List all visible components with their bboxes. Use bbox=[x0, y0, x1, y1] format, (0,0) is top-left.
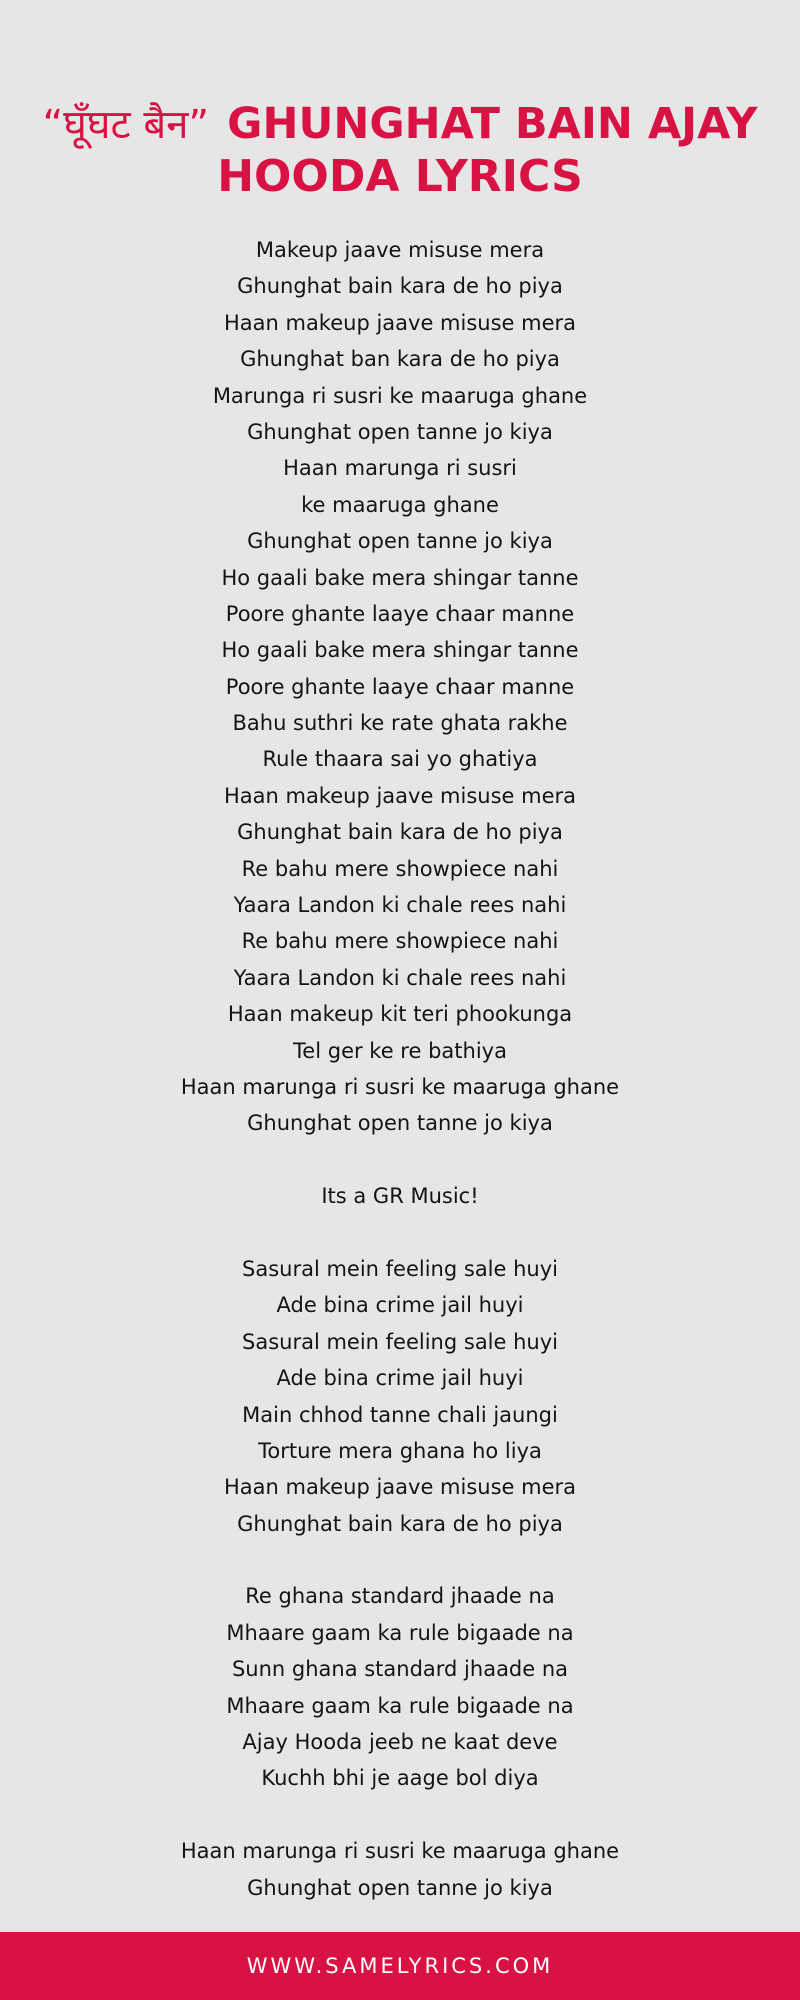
title-line-2: HOODA LYRICS bbox=[217, 151, 583, 202]
lyric-line: Ade bina crime jail huyi bbox=[276, 1293, 524, 1318]
lyric-line: Haan makeup jaave misuse mera bbox=[223, 310, 577, 335]
hindi-title: “घूँघट बैन” bbox=[42, 102, 210, 148]
stanza-break bbox=[0, 1542, 800, 1578]
lyric-line: Marunga ri susri ke maaruga ghane bbox=[212, 383, 588, 408]
lyric-line: Re bahu mere showpiece nahi bbox=[241, 929, 559, 954]
lyric-line: Tel ger ke re bathiya bbox=[293, 1038, 507, 1063]
lyric-line: Haan marunga ri susri ke maaruga ghane bbox=[180, 1839, 620, 1864]
lyric-line: Haan makeup jaave misuse mera bbox=[223, 783, 577, 808]
lyric-line: Bahu suthri ke rate ghata rakhe bbox=[232, 711, 568, 736]
lyric-line: Ghunghat bain kara de ho piya bbox=[237, 1511, 563, 1536]
title-text-1: GHUNGHAT BAIN AJAY bbox=[227, 99, 758, 149]
lyric-line: Ghunghat open tanne jo kiya bbox=[247, 1875, 553, 1900]
lyrics-body bbox=[0, 232, 800, 1906]
lyric-line: Sasural mein feeling sale huyi bbox=[242, 1329, 558, 1354]
page-title bbox=[0, 98, 800, 203]
lyric-line: ke maaruga ghane bbox=[301, 492, 499, 517]
lyric-line: Haan makeup jaave misuse mera bbox=[223, 1475, 577, 1500]
lyric-line: Main chhod tanne chali jaungi bbox=[242, 1402, 558, 1427]
lyric-line: Ghunghat open tanne jo kiya bbox=[247, 529, 553, 554]
lyric-line: Ho gaali bake mera shingar tanne bbox=[221, 565, 579, 590]
lyric-line: Re bahu mere showpiece nahi bbox=[241, 856, 559, 881]
lyric-line: Ghunghat bain kara de ho piya bbox=[237, 274, 563, 299]
lyric-line: Haan makeup kit teri phookunga bbox=[227, 1002, 573, 1027]
title-line-1 bbox=[0, 98, 800, 151]
lyric-line: Its a GR Music! bbox=[321, 1184, 479, 1209]
lyric-line: Ghunghat open tanne jo kiya bbox=[247, 419, 553, 444]
lyric-line: Haan marunga ri susri bbox=[283, 456, 517, 481]
lyric-line: Ajay Hooda jeeb ne kaat deve bbox=[242, 1730, 558, 1755]
lyric-line: Ghunghat bain kara de ho piya bbox=[237, 820, 563, 845]
lyric-line: Kuchh bhi je aage bol diya bbox=[261, 1766, 539, 1791]
lyric-line: Re ghana standard jhaade na bbox=[245, 1584, 555, 1609]
lyric-line: Sasural mein feeling sale huyi bbox=[242, 1256, 558, 1281]
lyric-line: Ghunghat open tanne jo kiya bbox=[247, 1111, 553, 1136]
lyric-line: Rule thaara sai yo ghatiya bbox=[262, 747, 538, 772]
stanza-break bbox=[0, 1215, 800, 1251]
lyric-line: Ho gaali bake mera shingar tanne bbox=[221, 638, 579, 663]
lyric-line: Makeup jaave misuse mera bbox=[255, 238, 545, 262]
lyric-line: Haan marunga ri susri ke maaruga ghane bbox=[180, 1074, 620, 1099]
lyric-line: Torture mera ghana ho liya bbox=[258, 1438, 542, 1463]
lyric-line: Poore ghante laaye chaar manne bbox=[225, 674, 575, 699]
footer-site-url[interactable]: WWW.SAMELYRICS.COM bbox=[246, 1954, 554, 1978]
lyric-line: Ade bina crime jail huyi bbox=[276, 1366, 524, 1391]
stanza-break bbox=[0, 1797, 800, 1833]
site-footer bbox=[0, 1932, 800, 2000]
lyric-line: Yaara Landon ki chale rees nahi bbox=[233, 965, 567, 990]
lyric-line: Poore ghante laaye chaar manne bbox=[225, 601, 575, 626]
lyric-line: Yaara Landon ki chale rees nahi bbox=[233, 893, 567, 918]
lyric-line: Mhaare gaam ka rule bigaade na bbox=[226, 1620, 574, 1645]
lyric-line: Sunn ghana standard jhaade na bbox=[231, 1657, 569, 1682]
lyric-line: Mhaare gaam ka rule bigaade na bbox=[226, 1693, 574, 1718]
lyric-line: Ghunghat ban kara de ho piya bbox=[240, 347, 560, 372]
stanza-break bbox=[0, 1142, 800, 1178]
